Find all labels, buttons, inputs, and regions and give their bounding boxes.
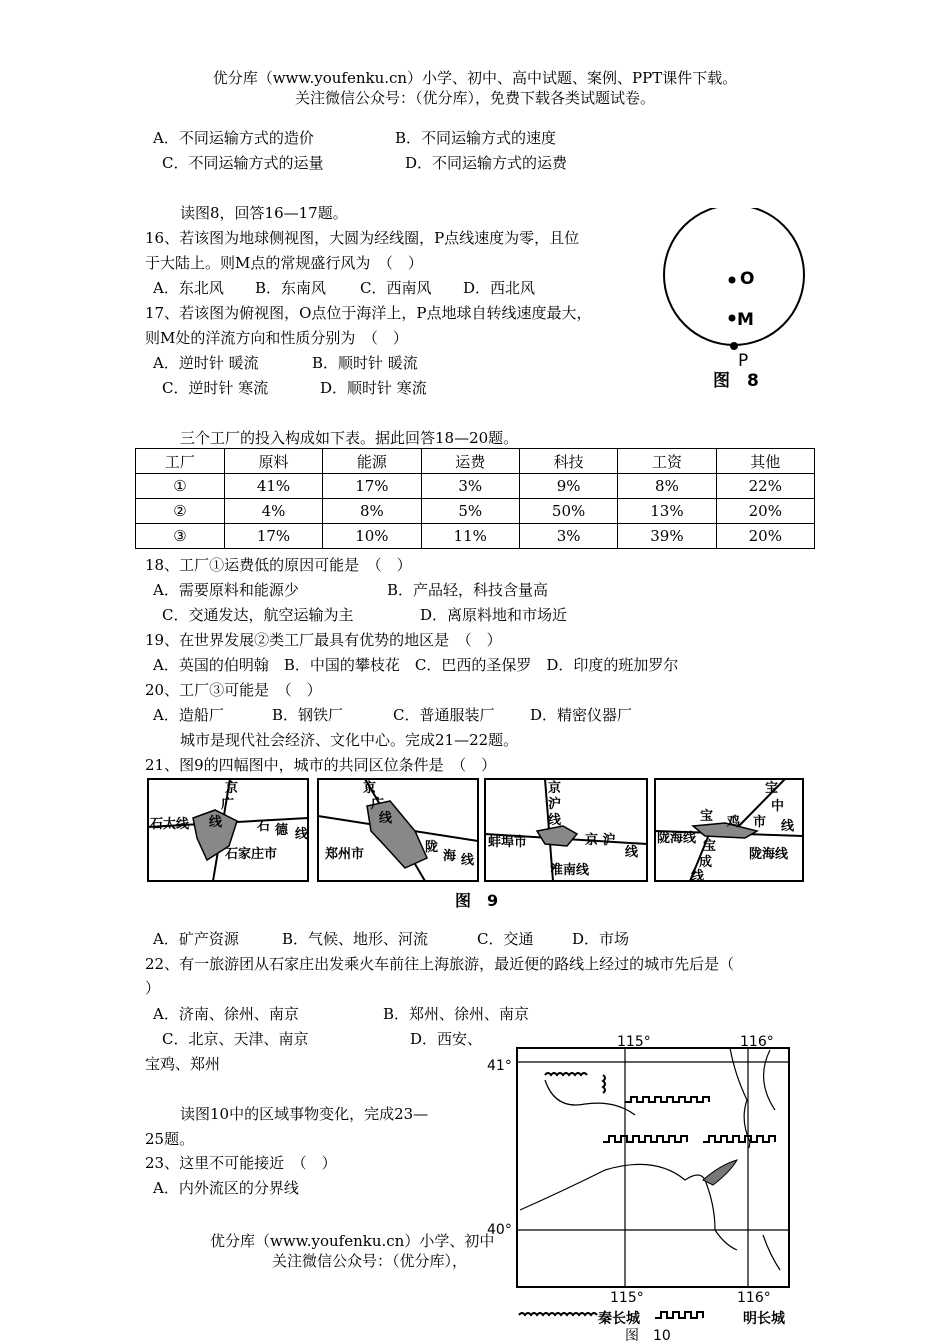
q18-option-a: A．需要原料和能源少 bbox=[153, 581, 299, 599]
table-row bbox=[136, 524, 815, 549]
river bbox=[730, 1048, 750, 1148]
table-row bbox=[136, 474, 815, 499]
q20-option-d: D．精密仪器厂 bbox=[530, 706, 633, 724]
q16-stem-1: 16、若该图为地球侧视图，大圆为经线圈，P点线速度为零，且位 bbox=[145, 229, 580, 247]
label: 线 bbox=[461, 853, 475, 868]
fig9-panel-zhengzhou bbox=[318, 779, 478, 881]
q23-stem: 23、这里不可能接近 （ ） bbox=[145, 1154, 337, 1172]
table-cell: 3% bbox=[421, 474, 519, 499]
q22-stem-1: 22、有一旅游团从石家庄出发乘火车前往上海旅游，最近便的路线上经过的城市先后是（ bbox=[145, 955, 735, 973]
label: 成 bbox=[699, 855, 713, 870]
river bbox=[520, 1164, 705, 1210]
table-cell: 9% bbox=[519, 474, 617, 499]
q21-option-a: A．矿产资源 bbox=[153, 930, 239, 948]
label-o: O bbox=[740, 269, 755, 289]
figure-8 bbox=[655, 208, 815, 394]
label: 广 bbox=[221, 797, 235, 812]
label: 沪 bbox=[548, 797, 562, 812]
q15-option-d: D．不同运输方式的运费 bbox=[405, 154, 568, 172]
ming-wall bbox=[603, 1136, 687, 1142]
great-circle bbox=[664, 208, 804, 345]
label: 线 bbox=[625, 845, 639, 860]
lat-41: 41° bbox=[487, 1058, 512, 1074]
header-line-2: 关注微信公众号：（优分库），免费下载各类试题试卷。 bbox=[294, 89, 655, 107]
label: 海 bbox=[443, 849, 457, 864]
table-cell: 4% bbox=[224, 499, 322, 524]
q18-option-d: D．离原料地和市场近 bbox=[420, 606, 568, 624]
label: 京 沪 bbox=[585, 833, 616, 848]
q20-option-c: C．普通服装厂 bbox=[393, 706, 495, 724]
legend-qin-label: 秦长城 bbox=[598, 1311, 640, 1327]
q17-stem-2: 则M处的洋流方向和性质分别为 （ ） bbox=[145, 329, 408, 347]
label: 石太线 bbox=[150, 817, 190, 832]
table-cell: ① bbox=[136, 474, 225, 499]
legend-qin-wall-symbol bbox=[519, 1313, 597, 1315]
point-o-dot bbox=[729, 277, 736, 284]
table-cell: 17% bbox=[323, 474, 421, 499]
table-header: 原料 bbox=[224, 449, 322, 474]
q20-option-b: B．钢铁厂 bbox=[272, 706, 344, 724]
q20-stem: 20、工厂③可能是 （ ） bbox=[145, 681, 322, 699]
table-cell: 17% bbox=[224, 524, 322, 549]
label: 京 bbox=[548, 781, 562, 796]
q17-option-b: B．顺时针 暖流 bbox=[312, 354, 418, 372]
q17-stem-1: 17、若该图为俯视图，O点位于海洋上，P点地球自转线速度最大， bbox=[145, 304, 592, 322]
qin-wall bbox=[545, 1073, 587, 1075]
point-p-dot bbox=[730, 342, 738, 350]
intro-table: 三个工厂的投入构成如下表。据此回答18—20题。 bbox=[180, 429, 519, 447]
lon-115-top: 115° bbox=[617, 1034, 651, 1050]
q19-options: A．英国的伯明翰 B．中国的攀枝花 C．巴西的圣保罗 D．印度的班加罗尔 bbox=[153, 656, 679, 674]
table-cell: 8% bbox=[618, 474, 716, 499]
table-cell: 5% bbox=[421, 499, 519, 524]
label: 线 bbox=[691, 869, 705, 884]
q15-option-c: C．不同运输方式的运量 bbox=[162, 154, 324, 172]
q20-option-a: A．造船厂 bbox=[153, 706, 224, 724]
q23-option-a: A．内外流区的分界线 bbox=[153, 1179, 299, 1197]
label: 宝 bbox=[703, 839, 717, 854]
table-cell: 10% bbox=[323, 524, 421, 549]
q16-option-d: D．西北风 bbox=[463, 279, 536, 297]
table-header: 工厂 bbox=[136, 449, 225, 474]
lat-40: 40° bbox=[487, 1222, 512, 1238]
fig9-panel-bengbu bbox=[485, 779, 647, 881]
river bbox=[545, 1080, 635, 1115]
table-cell: 39% bbox=[618, 524, 716, 549]
table-cell: ② bbox=[136, 499, 225, 524]
label: 线 bbox=[209, 815, 223, 830]
label: 京 bbox=[363, 781, 377, 796]
table-header-row bbox=[136, 449, 815, 474]
label: 蚌埠市 bbox=[488, 835, 528, 850]
river bbox=[763, 1235, 780, 1270]
label: 陇 bbox=[425, 840, 439, 855]
q22-option-c: C．北京、天津、南京 bbox=[162, 1030, 309, 1048]
label: 陇海线 bbox=[749, 847, 789, 862]
q16-option-c: C．西南风 bbox=[360, 279, 432, 297]
q17-option-d: D．顺时针 寒流 bbox=[320, 379, 427, 397]
lon-115-bottom: 115° bbox=[610, 1290, 644, 1306]
label: 郑州市 bbox=[325, 847, 365, 862]
label: 宝 bbox=[700, 809, 714, 824]
label: 石家庄市 bbox=[225, 847, 278, 862]
q16-option-b: B．东南风 bbox=[255, 279, 327, 297]
label: 陇海线 bbox=[657, 831, 697, 846]
label-m: M bbox=[737, 310, 754, 330]
q18-option-b: B．产品轻，科技含量高 bbox=[387, 581, 549, 599]
q17-option-c: C．逆时针 寒流 bbox=[162, 379, 269, 397]
intro-fig10-2: 25题。 bbox=[145, 1130, 195, 1148]
legend-ming-wall-symbol bbox=[655, 1312, 703, 1318]
q21-option-d: D．市场 bbox=[572, 930, 630, 948]
figure-8-caption: 图 8 bbox=[713, 371, 759, 391]
fig9-panel-baoji bbox=[655, 779, 803, 884]
label: 中 bbox=[771, 799, 785, 814]
q21-stem: 21、图9的四幅图中，城市的共同区位条件是 （ ） bbox=[145, 756, 497, 774]
table-cell: 11% bbox=[421, 524, 519, 549]
label: 京 bbox=[225, 781, 239, 796]
q22-option-d-cont: 宝鸡、郑州 bbox=[145, 1055, 221, 1073]
table-header: 工资 bbox=[618, 449, 716, 474]
q15-option-a: A．不同运输方式的造价 bbox=[153, 129, 314, 147]
q22-option-b: B．郑州、徐州、南京 bbox=[383, 1005, 530, 1023]
figure-10 bbox=[485, 1030, 805, 1342]
label: 线 bbox=[379, 811, 393, 826]
lon-116-bottom: 116° bbox=[737, 1290, 771, 1306]
table-cell: 8% bbox=[323, 499, 421, 524]
header-line-1: 优分库（www.youfenku.cn）小学、初中、高中试题、案例、PPT课件下载。 bbox=[212, 69, 738, 87]
fig9-panel-shijiazhuang bbox=[148, 779, 309, 881]
q22-stem-2: ） bbox=[145, 979, 161, 997]
table-cell: 20% bbox=[716, 499, 814, 524]
label: 广 bbox=[371, 797, 385, 812]
figure-9-caption: 图 9 bbox=[455, 891, 499, 910]
reservoir bbox=[703, 1160, 737, 1185]
label: 淮南线 bbox=[550, 863, 590, 878]
table-header: 科技 bbox=[519, 449, 617, 474]
q21-option-c: C．交通 bbox=[477, 930, 534, 948]
table-cell: 20% bbox=[716, 524, 814, 549]
table-header: 能源 bbox=[323, 449, 421, 474]
q19-stem: 19、在世界发展②类工厂最具有优势的地区是 （ ） bbox=[145, 631, 502, 649]
river bbox=[705, 1180, 737, 1250]
label: 宝 bbox=[765, 781, 779, 796]
table-row bbox=[136, 499, 815, 524]
q18-option-c: C．交通发达，航空运输为主 bbox=[162, 606, 354, 624]
factory-input-table bbox=[135, 448, 815, 549]
table-header: 其他 bbox=[716, 449, 814, 474]
q17-option-a: A．逆时针 暖流 bbox=[153, 354, 259, 372]
label: 线 bbox=[548, 813, 562, 828]
intro-cities: 城市是现代社会经济、文化中心。完成21—22题。 bbox=[180, 731, 519, 749]
table-cell: 22% bbox=[716, 474, 814, 499]
legend-ming-label: 明长城 bbox=[743, 1311, 785, 1327]
q15-option-b: B．不同运输方式的速度 bbox=[395, 129, 557, 147]
figure-10-caption: 图 10 bbox=[625, 1328, 671, 1342]
label: 线 bbox=[781, 819, 795, 834]
table-cell: 13% bbox=[618, 499, 716, 524]
intro-fig10-1: 读图10中的区域事物变化，完成23— bbox=[180, 1105, 429, 1123]
label: 线 bbox=[295, 827, 309, 842]
q22-option-d: D．西安、 bbox=[410, 1030, 483, 1048]
q16-option-a: A．东北风 bbox=[153, 279, 224, 297]
label: 石 bbox=[257, 819, 271, 834]
label-p: P bbox=[738, 351, 749, 371]
ming-wall bbox=[625, 1097, 709, 1102]
point-m-dot bbox=[729, 315, 736, 322]
table-cell: ③ bbox=[136, 524, 225, 549]
table-cell: 50% bbox=[519, 499, 617, 524]
footer-line-2: 关注微信公众号：（优分库）， bbox=[272, 1252, 468, 1270]
table-cell: 3% bbox=[519, 524, 617, 549]
river bbox=[764, 1050, 775, 1110]
label: 鸡 市 bbox=[727, 815, 767, 830]
q18-stem: 18、工厂①运费低的原因可能是 （ ） bbox=[145, 556, 412, 574]
footer-line-1: 优分库（www.youfenku.cn）小学、初中 bbox=[210, 1232, 495, 1250]
q21-option-b: B．气候、地形、河流 bbox=[282, 930, 429, 948]
figure-9 bbox=[145, 776, 810, 916]
qin-wall bbox=[603, 1075, 605, 1093]
q22-option-a: A．济南、徐州、南京 bbox=[153, 1005, 299, 1023]
table-cell: 41% bbox=[224, 474, 322, 499]
lon-116-top: 116° bbox=[740, 1034, 774, 1050]
q16-stem-2: 于大陆上。则M点的常规盛行风为 （ ） bbox=[145, 254, 423, 272]
ming-wall bbox=[703, 1136, 775, 1142]
table-header: 运费 bbox=[421, 449, 519, 474]
label: 德 bbox=[275, 823, 289, 838]
intro-fig8: 读图8，回答16—17题。 bbox=[180, 204, 348, 222]
